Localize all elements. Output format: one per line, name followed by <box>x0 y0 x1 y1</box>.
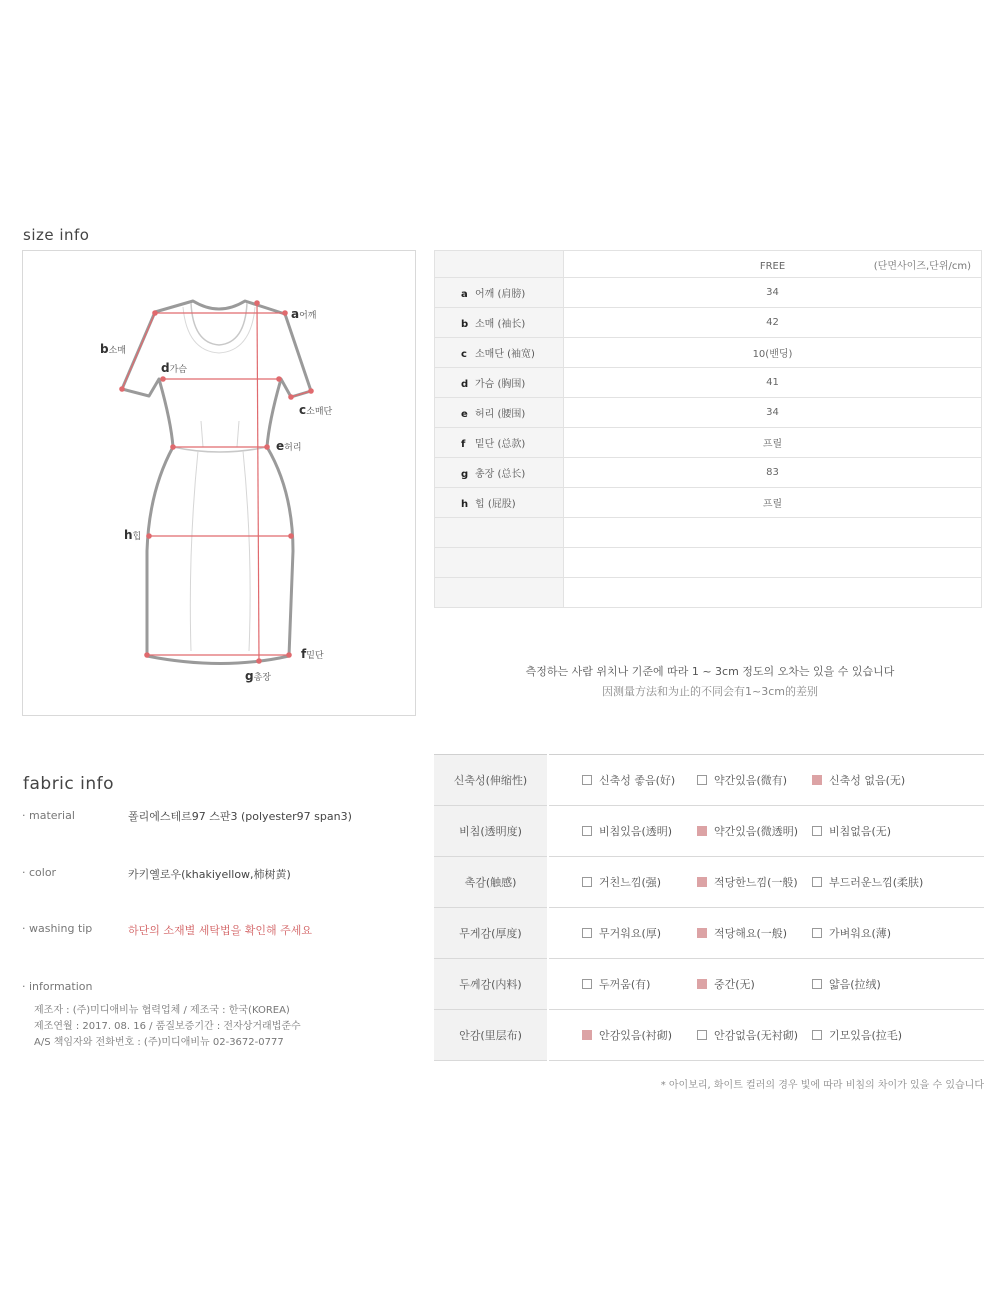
size-row-label <box>435 308 564 338</box>
size-table <box>434 250 982 608</box>
unchecked-box-icon[interactable] <box>812 826 822 836</box>
color-value: 카키옐로우(khakiyellow,柿树黄) <box>128 868 291 881</box>
size-table-row <box>435 368 982 398</box>
size-table-row <box>435 338 982 368</box>
fabric-option-label: 신축성 좋음(好) <box>599 774 676 787</box>
size-row-label <box>435 548 564 578</box>
material-label: · material <box>22 809 75 822</box>
fabric-option[interactable] <box>812 976 927 992</box>
checked-box-icon[interactable] <box>582 1030 592 1040</box>
fabric-option[interactable] <box>697 772 812 788</box>
size-table-row <box>435 578 982 608</box>
size-row-label <box>435 458 564 488</box>
size-row-value <box>564 548 982 578</box>
size-row-letter: f <box>461 439 466 450</box>
fabric-option[interactable] <box>697 976 812 992</box>
size-row-letter: d <box>461 379 469 390</box>
size-table-row <box>435 428 982 458</box>
size-row-value: 10(밴딩) <box>564 338 982 368</box>
fabric-footnote: * 아이보리, 화이트 컬러의 경우 빛에 따라 비침의 차이가 있을 수 있습니다 <box>660 1080 984 1091</box>
size-table-header <box>435 251 982 278</box>
fabric-table <box>434 754 984 1061</box>
size-row-letter: a <box>461 289 468 300</box>
washing-tip-value: 하단의 소재별 세탁법을 확인해 주세요 <box>128 924 313 937</box>
fabric-row-label: 무게감(厚度) <box>434 908 548 959</box>
size-row-value: 83 <box>564 458 982 488</box>
measurement-note-cn: 因测量方法和为止的不同会有1~3cm的差别 <box>602 685 818 698</box>
fabric-row <box>434 908 984 959</box>
size-row-name: 어깨 (肩膀) <box>475 289 526 300</box>
header-free-cell <box>564 251 982 278</box>
fabric-option-label: 약간있음(微有) <box>714 774 788 787</box>
fabric-row <box>434 959 984 1010</box>
label-a-shoulder: a어깨 <box>291 307 317 321</box>
color-label: · color <box>22 866 57 879</box>
fabric-row-options <box>548 755 984 806</box>
fabric-option-label: 무거워요(厚) <box>599 927 662 940</box>
fabric-option[interactable] <box>697 823 812 839</box>
dress-illustration <box>23 251 417 717</box>
fabric-option-label: 안감있음(衬砌) <box>599 1029 673 1042</box>
checked-box-icon[interactable] <box>812 775 822 785</box>
size-row-name: 소매단 (袖宽) <box>475 349 535 360</box>
size-row-label <box>435 518 564 548</box>
fabric-option-label: 적당한느낌(一般) <box>714 876 798 889</box>
fabric-option-label: 약간있음(微透明) <box>714 825 799 838</box>
unchecked-box-icon[interactable] <box>812 1030 822 1040</box>
size-table-row <box>435 278 982 308</box>
size-row-value: 42 <box>564 308 982 338</box>
info-line-as: A/S 책임자와 전화번호 : (주)미디애비뉴 02-3672-0777 <box>34 1037 284 1048</box>
fabric-option[interactable] <box>812 925 927 941</box>
size-free-label: FREE <box>759 260 786 272</box>
fabric-option-label: 신축성 없음(无) <box>829 774 906 787</box>
fabric-row-label: 신축성(伸缩性) <box>434 755 548 806</box>
unchecked-box-icon[interactable] <box>812 877 822 887</box>
unchecked-box-icon[interactable] <box>697 775 707 785</box>
unchecked-box-icon[interactable] <box>582 826 592 836</box>
fabric-row <box>434 857 984 908</box>
fabric-option[interactable] <box>697 1027 812 1043</box>
size-row-value: 34 <box>564 398 982 428</box>
unchecked-box-icon[interactable] <box>582 979 592 989</box>
size-info-title: size info <box>23 226 90 244</box>
info-line-date: 제조연월 : 2017. 08. 16 / 품질보증기간 : 전자상거래법준수 <box>34 1021 301 1032</box>
size-row-label <box>435 338 564 368</box>
fabric-row <box>434 755 984 806</box>
size-row-name: 힙 (屁股) <box>475 499 516 510</box>
size-row-value: 41 <box>564 368 982 398</box>
fabric-row-options <box>548 1010 984 1061</box>
fabric-option[interactable] <box>582 874 697 890</box>
size-row-value: 프릴 <box>564 428 982 458</box>
label-d-chest: d가슴 <box>161 361 187 375</box>
fabric-row-options <box>548 806 984 857</box>
size-table-row <box>435 518 982 548</box>
checked-box-icon[interactable] <box>697 928 707 938</box>
size-table-row <box>435 398 982 428</box>
material-value: 폴리에스테르97 스판3 (polyester97 span3) <box>128 810 352 823</box>
checked-box-icon[interactable] <box>697 877 707 887</box>
checked-box-icon[interactable] <box>697 826 707 836</box>
information-label: · information <box>22 980 93 993</box>
unchecked-box-icon[interactable] <box>582 877 592 887</box>
size-row-value: 34 <box>564 278 982 308</box>
fabric-option-label: 두꺼움(有) <box>599 978 651 991</box>
fabric-option[interactable] <box>812 772 927 788</box>
size-row-letter: b <box>461 319 469 330</box>
label-b-sleeve: b소매 <box>100 342 126 356</box>
fabric-option-label: 거친느낌(强) <box>599 876 662 889</box>
info-line-manufacturer: 제조자 : (주)미디애비뉴 협력업체 / 제조국 : 한국(KOREA) <box>34 1005 290 1016</box>
fabric-row-options <box>548 857 984 908</box>
fabric-option[interactable] <box>812 1027 927 1043</box>
size-row-name: 총장 (总长) <box>475 469 526 480</box>
fabric-row <box>434 1010 984 1061</box>
fabric-option-label: 부드러운느낌(柔肤) <box>829 876 924 889</box>
fabric-option-label: 가벼워요(薄) <box>829 927 892 940</box>
fabric-option[interactable] <box>812 874 927 890</box>
fabric-row-label: 안감(里层布) <box>434 1010 548 1061</box>
size-row-value: 프릴 <box>564 488 982 518</box>
size-row-letter: e <box>461 409 468 420</box>
fabric-option[interactable] <box>812 823 927 839</box>
fabric-option[interactable] <box>582 823 697 839</box>
fabric-option-label: 비침없음(无) <box>829 825 892 838</box>
size-row-value <box>564 578 982 608</box>
unit-note: (단면사이즈,단위/cm) <box>873 261 971 272</box>
size-row-name: 소매 (袖长) <box>475 319 526 330</box>
unchecked-box-icon[interactable] <box>582 928 592 938</box>
fabric-option[interactable] <box>582 976 697 992</box>
fabric-option-label: 비침있음(透明) <box>599 825 673 838</box>
size-row-letter: h <box>461 499 469 510</box>
size-row-label <box>435 398 564 428</box>
fabric-row-label: 두께감(内料) <box>434 959 548 1010</box>
label-g-length: g총장 <box>245 669 271 683</box>
size-row-value <box>564 518 982 548</box>
fabric-info-title: fabric info <box>23 774 115 794</box>
unchecked-box-icon[interactable] <box>812 979 822 989</box>
size-row-name: 허리 (腰围) <box>475 409 526 420</box>
unchecked-box-icon[interactable] <box>697 1030 707 1040</box>
size-row-letter: c <box>461 349 467 360</box>
size-table-row <box>435 548 982 578</box>
fabric-row-label: 비침(透明度) <box>434 806 548 857</box>
fabric-option-label: 얇음(拉绒) <box>829 978 881 991</box>
fabric-row-options <box>548 908 984 959</box>
fabric-row-label: 촉감(触感) <box>434 857 548 908</box>
unchecked-box-icon[interactable] <box>582 775 592 785</box>
header-empty-cell <box>435 251 564 278</box>
fabric-option-label: 적당해요(一般) <box>714 927 788 940</box>
label-f-hem: f밑단 <box>301 647 324 661</box>
fabric-option-label: 중간(无) <box>714 978 755 991</box>
size-row-label <box>435 428 564 458</box>
fabric-option[interactable] <box>697 874 812 890</box>
size-row-letter: g <box>461 469 469 480</box>
size-row-label <box>435 488 564 518</box>
label-c-cuff: c소매단 <box>299 403 333 417</box>
fabric-option-label: 안감없음(无衬砌) <box>714 1029 799 1042</box>
fabric-option-label: 기모있음(拉毛) <box>829 1029 903 1042</box>
size-row-label <box>435 578 564 608</box>
size-row-name: 밑단 (总款) <box>475 439 526 450</box>
size-table-row <box>435 458 982 488</box>
unchecked-box-icon[interactable] <box>812 928 822 938</box>
size-row-label <box>435 368 564 398</box>
label-e-waist: e허리 <box>276 439 302 453</box>
checked-box-icon[interactable] <box>697 979 707 989</box>
fabric-option[interactable] <box>582 1027 697 1043</box>
measurement-note-ko: 측정하는 사람 위치나 기준에 따라 1 ~ 3cm 정도의 오차는 있을 수 있습니다 <box>525 665 895 678</box>
size-table-row <box>435 488 982 518</box>
fabric-option[interactable] <box>582 772 697 788</box>
fabric-row-options <box>548 959 984 1010</box>
fabric-option[interactable] <box>582 925 697 941</box>
label-h-hip: h힙 <box>124 528 142 542</box>
size-row-name: 가슴 (胸围) <box>475 379 526 390</box>
size-table-row <box>435 308 982 338</box>
washing-tip-label: · washing tip <box>22 922 93 935</box>
fabric-option[interactable] <box>697 925 812 941</box>
fabric-row <box>434 806 984 857</box>
size-diagram <box>22 250 416 716</box>
size-row-label <box>435 278 564 308</box>
